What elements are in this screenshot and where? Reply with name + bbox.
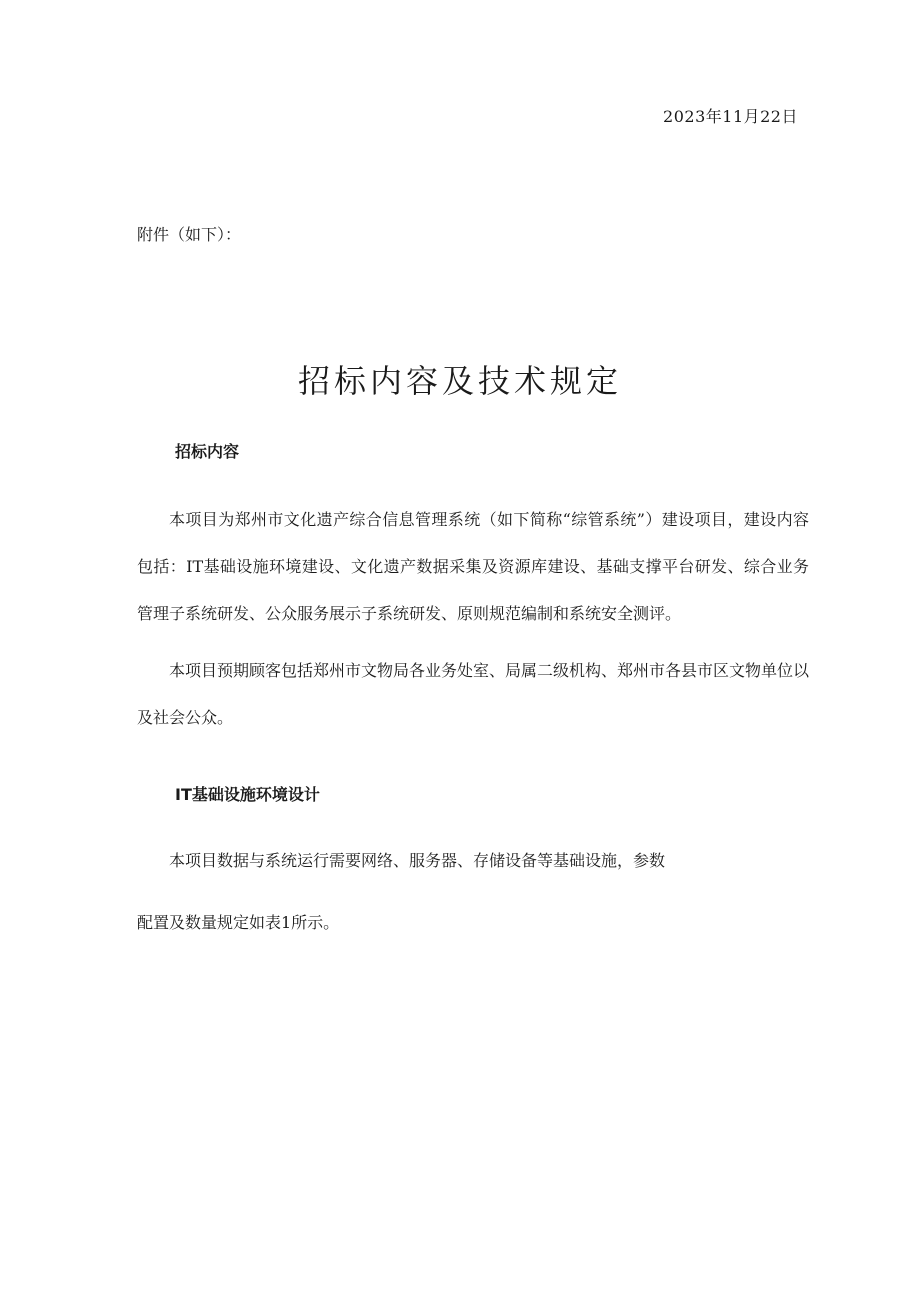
paragraph-infrastructure-needs: 本项目数据与系统运行需要网络、服务器、存储设备等基础设施，参数 (169, 851, 666, 870)
document-date: 2023年11月22日 (663, 107, 798, 126)
section-heading-it-infrastructure: IT基础设施环境设计 (175, 785, 320, 804)
paragraph-project-scope: 本项目为郑州市文化遗产综合信息管理系统（如下简称“综管系统”）建设项目，建设内容包括：IT基础设施环境建设、文化遗产数据采集及资源库建设、基础支撑平台研发、综合业务管理子系统研发、公众服务展示子系统研发、原则规范编制和系统安全测评。 (137, 510, 809, 623)
paragraph-infrastructure-config: 配置及数量规定如表1所示。 (137, 913, 340, 932)
paragraph-expected-users: 本项目预期顾客包括郑州市文物局各业务处室、局属二级机构、郑州市各县市区文物单位以及社会公众。 (137, 661, 810, 727)
document-title: 招标内容及技术规定 (297, 362, 622, 400)
attachment-label: 附件（如下）： (137, 225, 242, 244)
section-heading-bidding-content: 招标内容 (175, 442, 240, 461)
